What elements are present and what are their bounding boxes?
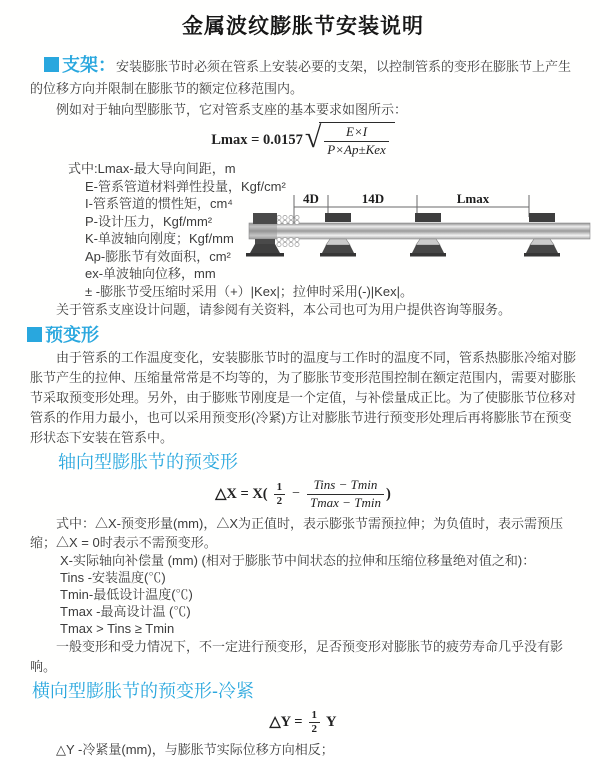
axial-note-item: Tmax -最高设计温 (℃) (60, 604, 191, 619)
axial-explain-text: 式中：△X-预变形量(mm)，△X为正值时，表示膨张节需预拉伸；为负值时，表示需预压缩；△X = 0时表示不需预变形。 (30, 516, 563, 550)
definition-item: ex-单波轴向位移，mm (85, 266, 216, 281)
page-title: 金属波纹膨胀节安装说明 (182, 15, 424, 38)
pipe (249, 223, 590, 239)
axial-notes-list (60, 552, 576, 637)
definitions-and-diagram (30, 160, 576, 300)
formula-dx-denominator: Tmax − Tmin (310, 494, 381, 510)
section-bullet-icon (27, 327, 42, 342)
definition-item: 式中:Lmax-最大导向间距，m (68, 161, 236, 176)
formula-lmax (30, 122, 576, 158)
formula-lmax-numerator: E×I (324, 124, 389, 141)
definition-item: Ap-膨胀节有效面积，cm² (85, 248, 231, 264)
one-half-fraction: $\frac{1}{2}$ (274, 481, 286, 507)
predeform-heading-label: 预变形 (45, 325, 99, 345)
support-section-heading (30, 55, 116, 75)
definition-item: E-管系管道材料弹性投量，Kgf/cm² (85, 178, 286, 194)
axial-note-item: Tmax > Tins ≥ Tmin (60, 621, 175, 636)
axial-note-item: Tmin-最低设计温度(℃) (60, 587, 193, 602)
support-example-text: 例如对于轴向型膨胀节，它对管系支座的基本要求如图所示： (56, 102, 408, 117)
dim-label-14d: 14D (361, 191, 385, 206)
temperature-fraction (307, 477, 384, 511)
definition-item: P-设计压力，Kgf/mm² (85, 213, 213, 229)
dim-label-4d: 4D (303, 191, 319, 206)
dim-label-lmax: Lmax (456, 191, 490, 206)
axial-subheading: 轴向型膨胀节的预变形 (58, 452, 238, 472)
minus-sign: − (292, 486, 301, 501)
formula-dx-numerator: Tins − Tmin (307, 477, 384, 494)
formula-delta-x (30, 476, 576, 512)
formula-delta-y (30, 706, 576, 738)
definition-item: ± -膨胀节受压缩时采用（+）|Kex|；拉伸时采用(-)|Kex|。 (85, 283, 413, 299)
formula-dx-lhs: △X = X( (215, 485, 268, 502)
formula-lmax-denominator: P×Ap±Kex (327, 141, 386, 157)
formula-lmax-fraction (319, 122, 395, 158)
predeform-body-text: 由于管系的工作温度变化，安装膨胀节时的温度与工作时的温度不同，管系热膨胀冷缩对膨胀节产生的拉伸、压缩量常常是不均等的，为了膨胀节变形范围控制在额定范围内，需要对膨胀节采取预变形处理。另外，由于膨账节刚度是一个定值，与补偿量成正比。为了使膨胀节位移对管系的作用力最小，也可以采用预变形(冷紧)方让对膨胀节进行预变形处理后再将膨胀节在预变形状态下安装在管系中。 (30, 350, 577, 445)
one-half-fraction: $\frac{1}{2}$ (309, 709, 321, 735)
pipe-support-diagram (242, 186, 600, 266)
support-section-lead (30, 54, 576, 100)
lateral-subheading: 横向型膨胀节的预变形-冷紧 (32, 681, 254, 701)
definition-item: K-单波轴向刚度；Kgf/mm (85, 231, 234, 246)
formula-dx-close: ) (385, 485, 391, 502)
section-bullet-icon (44, 57, 59, 72)
consult-note: 关于管系支座设计问题，请参阅有关资料，本公司也可为用户提供咨询等服务。 (56, 302, 512, 317)
axial-note-item: Tins -安装温度(℃) (60, 570, 166, 585)
axial-remark-text: 一般变形和受力情况下，不一定进行预变形，足否预变形对膨胀节的疲劳寿命几乎没有影响。 (30, 639, 564, 674)
axial-note-item: X-实际轴向补偿量 (mm) (相对于膨胀节中间状态的拉伸和压缩位移量绝对值之和)： (60, 553, 536, 568)
lateral-note-text: △Y -冷紧量(mm)，与膨胀节实际位移方向相反； (56, 742, 334, 757)
support-intro-text: 安装膨胀节时必须在管系上安装必要的支架，以控制管系的变形在膨胀节上产生的位移方向并限制在膨胀节的额定位移范围内。 (30, 59, 572, 96)
formula-lmax-lhs: Lmax = 0.0157 (211, 131, 303, 148)
support-heading-label: 支架： (62, 55, 116, 75)
definition-item: I-管系管道的惯性矩，cm⁴ (85, 196, 233, 211)
formula-dy-rhs: Y (326, 713, 337, 730)
predeform-section-heading (27, 324, 576, 348)
formula-dy-lhs: △Y = (269, 713, 303, 730)
sqrt-radical-icon: √ (304, 121, 322, 154)
